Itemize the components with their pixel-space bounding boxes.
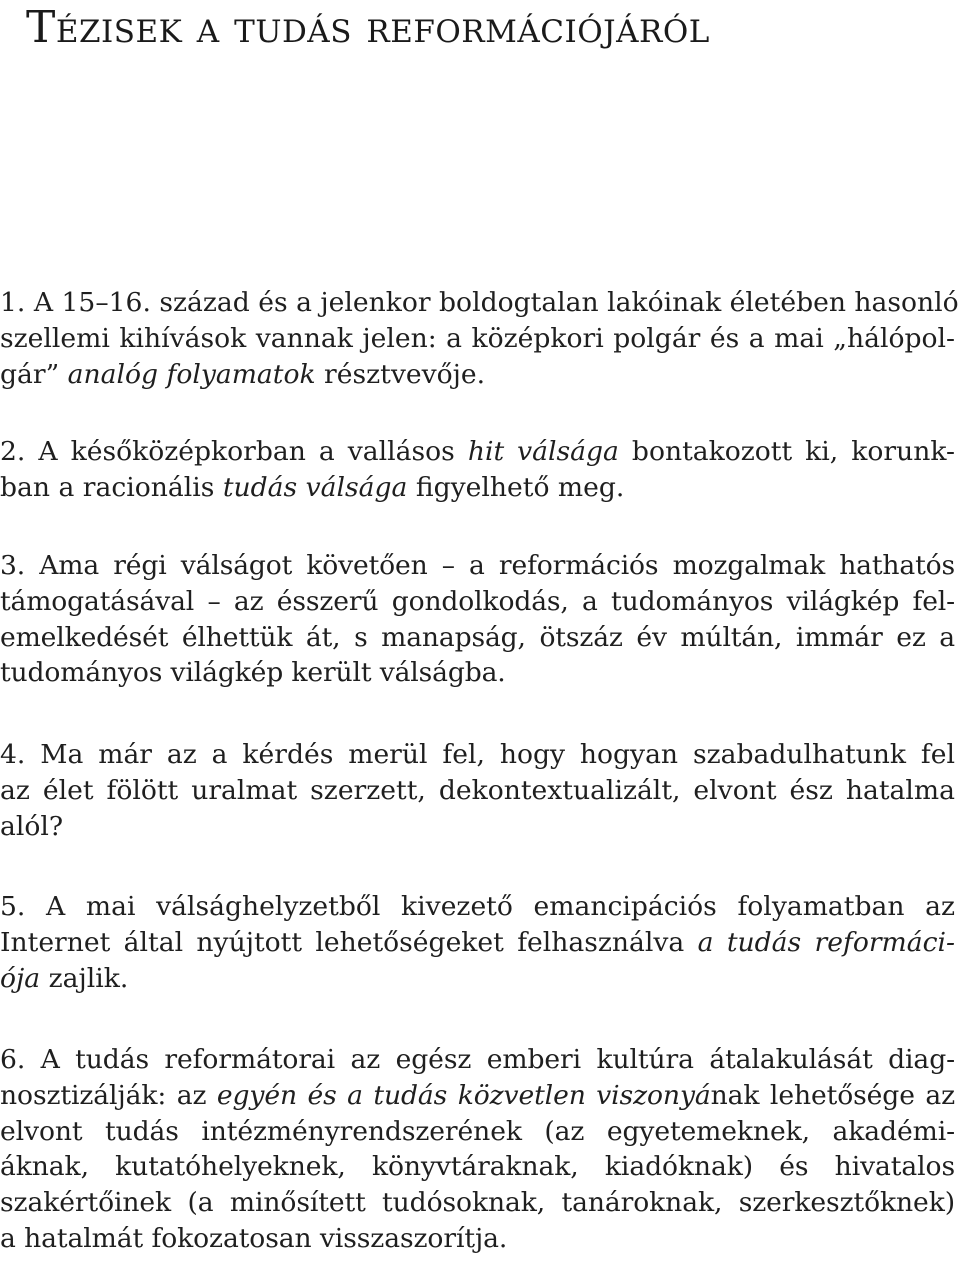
body-text: Ma már az a kérdés merül fel, hogy hogyan szabadulhatunk fel: [40, 739, 955, 770]
body-text: Internet által nyújtott lehetőségeket felhasználva: [0, 926, 698, 958]
body-text: szakértőinek (a minősített tudósoknak, tanároknak, szerkesztőknek): [0, 1187, 955, 1219]
thesis-line: [0, 1078, 955, 1114]
emphasis-text: a tudás reformáci-: [697, 926, 955, 958]
thesis-line: [0, 925, 955, 961]
body-text: A mai válsághelyzetből kivezető emancipációs folyamatban az: [46, 891, 955, 922]
body-text: támogatásával – az ésszerű gondolkodás, a tudományos világkép fel-: [0, 585, 955, 617]
thesis-line: [0, 655, 955, 691]
body-text: Ama régi válságot követően – a reformációs mozgalmak hathatós: [39, 550, 955, 581]
emphasis-text: egyén és a tudás közvetlen viszonyá: [216, 1079, 711, 1111]
thesis-line: [0, 584, 955, 620]
thesis-number: 4.: [0, 739, 26, 770]
thesis-number: 1.: [0, 287, 26, 318]
body-text: A tudás reformátorai az egész emberi kultúra átalakulását diag-: [40, 1044, 955, 1075]
thesis-line: [0, 773, 955, 809]
thesis-line: [0, 620, 955, 656]
thesis-line: [0, 1149, 955, 1185]
thesis-line: [0, 1114, 955, 1150]
body-text: figyelhető meg.: [407, 471, 625, 503]
body-text: A későközépkorban a vallásos: [38, 436, 468, 467]
thesis-3: [0, 548, 955, 691]
thesis-5: [0, 889, 955, 996]
thesis-number: 3.: [0, 550, 26, 581]
thesis-line: [0, 737, 955, 773]
emphasis-text: analóg folyamatok: [67, 358, 316, 390]
thesis-line: [0, 434, 955, 470]
thesis-line: [0, 470, 955, 506]
thesis-line: [0, 1185, 955, 1221]
thesis-line: [0, 285, 959, 321]
emphasis-text: ója: [0, 962, 41, 994]
body-text: gár”: [0, 358, 68, 390]
body-text: zajlik.: [40, 962, 129, 994]
thesis-6: [0, 1042, 955, 1257]
body-text: ban a racionális: [0, 471, 223, 503]
emphasis-text: tudás válsága: [222, 471, 408, 503]
thesis-1: [0, 285, 959, 392]
thesis-line: [0, 1221, 955, 1257]
thesis-4: [0, 737, 955, 844]
emphasis-text: hit válsága: [467, 436, 619, 467]
thesis-line: [0, 548, 955, 584]
thesis-line: [0, 809, 955, 845]
thesis-line: [0, 357, 955, 393]
body-text: elvont tudás intézményrendszerének (az egyetemeknek, akadémi-: [0, 1115, 955, 1147]
thesis-line: [0, 1042, 955, 1078]
body-text: alól?: [0, 810, 64, 842]
body-text: tudományos világkép került válságba.: [0, 657, 506, 689]
body-text: nosztizálják: az: [0, 1079, 217, 1111]
body-text: bontakozott ki, korunk-: [618, 436, 955, 467]
page-title: Tézisek a tudás reformációjáról: [26, 2, 710, 53]
thesis-2: [0, 434, 955, 506]
thesis-line: [0, 321, 955, 357]
body-text: nak lehetősége az: [710, 1079, 956, 1111]
body-text: emelkedését élhettük át, s manapság, ötszáz év múltán, immár ez a: [0, 621, 955, 653]
thesis-number: 2.: [0, 436, 26, 467]
body-text: a hatalmát fokozatosan visszaszorítja.: [0, 1222, 508, 1254]
body-text: A 15–16. század és a jelenkor boldogtalan lakóinak életében hasonló: [33, 287, 959, 318]
body-text: az élet fölött uralmat szerzett, dekontextualizált, elvont ész hatalma: [0, 774, 955, 806]
thesis-line: [0, 961, 955, 997]
body-text: szellemi kihívások vannak jelen: a középkori polgár és a mai „hálópol-: [0, 322, 955, 354]
thesis-number: 6.: [0, 1044, 26, 1075]
body-text: áknak, kutatóhelyeknek, könyvtáraknak, kiadóknak) és hivatalos: [0, 1151, 955, 1183]
thesis-line: [0, 889, 955, 925]
thesis-number: 5.: [0, 891, 26, 922]
body-text: résztvevője.: [315, 358, 486, 390]
